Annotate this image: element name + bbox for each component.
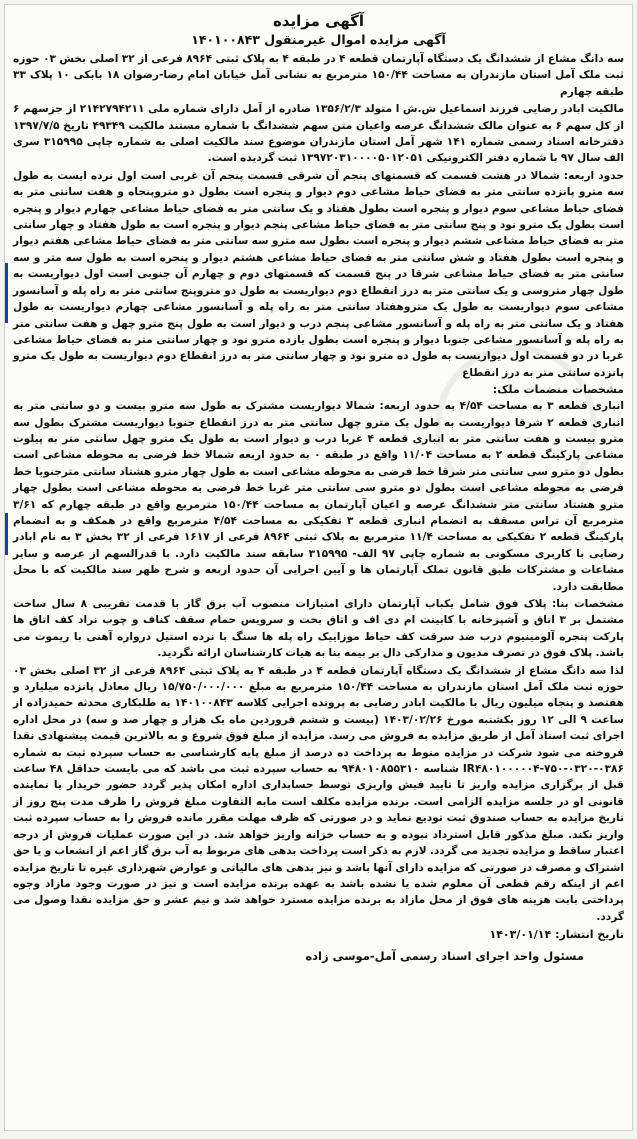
boundaries-paragraph: حدود اربعه: شمالا در هشت قسمت که قسمتهای پنجم آن شرقی قسمت پنجم آن غربی است اول نرده ایست به طول سه مترو پانزده سانتی متر به فضای حیاط مشاعی دوم دیوار و پنجره است بطول دو متروپنجاه و هفت سانتی متر به فضای حیاط مشاعی سوم دیوار و پنجره است بطول هفتاد و یک سانتی متر به فضای حیاط مشاعی چهارم دیوار و پنجره است بطول یک مترو نود و پنج سانتی متر به فضای حیاط مشاعی پنجم دیوار و پنجره است به طول هفتاد و چهار سانتی متر به فضای حیاط مشاعی ششم دیوار و پنجره است بطول سه مترو سه سانتی متر به فضای حیاط مشاعی هفتم دیوار و پنجره است بطول هفتاد و شش سانتی متر به فضای حیاط مشاعی هشتم دیوار و پنجره است به طول سه متر و سه سانتی متر به فضای حیاط مشاعی شرقا در پنج قسمت که قسمتهای دوم و چهارم آن جنوبی است اول دیواریست به طول چهار متروسی و یک سانتی متر به درز انقطاع دوم دیواریست به طول دو متروپنج سانتی متر به راه پله و آسانسور مشاعی سوم دیواریست به طول یک متروهفتاد سانتی متر به راه پله و آسانسور مشاعی چهارم دیواریست به طول هفتاد و یک سانتی متر به راه پله و آسانسور مشاعی پنجم درب و دیوار است به طول پنج مترو چهل و هفت سانتی متر به راه پله و آسانسور مشاعی جنوبا دیوار و پنجره است بطول یازده مترو نود و چهار سانتی متر به فضای حیاط مشاعی غربا در دو قسمت اول دیواریست به طول ده مترو نود و چهار سانتی متر به درز انقطاع دوم دیواریست به طول یک مترو پانزده سانتی متر به درز انقطاع xyxy=(13,169,624,379)
auction-terms-paragraph: لذا سه دانگ مشاع از ششدانگ یک دستگاه آپارتمان قطعه ۴ در طبقه ۴ به پلاک ثبتی ۸۹۶۴ فرعی از ۳۲ اصلی بخش ۰۳ حوزه ثبت ملک آمل استان مازندران به مساحت ۱۵۰/۴۴ مترمربع به مبلغ ۱۵/۷۵۰/۰۰۰/۰۰۰ ریال معادل پانزده میلیارد و هفتصد و پنجاه میلیون ریال با مالکیت ابادر رضایی به پرونده اجرایی کلاسه ۱۴۰۱۰۰۸۴۳ به طلبکاری محدثه حمیدزاده از ساعت ۹ الی ۱۲ روز یکشنبه مورخ ۱۴۰۳/۰۲/۲۶ (بیست و ششم فروردین ماه یک هزار و چهار صد و سه) در محل اداره اجرای ثبت اسناد آمل از طریق مزایده به فروش می رسد. مزایده از مبلغ فوق شروع و به بالاترین قیمت پیشنهادی نقدا فروخته می شود شرکت در مزایده منوط به پرداخت ده درصد از مبلغ پایه کارشناسی به حساب سپرده ثبت به شماره ۰۳۸۶-۰۳۲۰-۷۵۰-IR۴۸۰۱۰۰۰۰۰۴ شناسه ۹۴۸۰۱۰۸۵۵۳۱۰ به حساب سپرده ثبت می باشد که می بایست حداقل ۴۸ ساعت قبل از برگزاری مزایده واریز تا تایید فیش واریزی توسط حسابداری اداره امکان پذیر گردد حضور خریدار یا نماینده قانونی او در جلسه مزایده الزامی است. برنده مزایده مکلف است مابه التفاوت مبلغ فروش را ظرف مدت پنج روز از تاریخ مزایده به حساب صندوق ثبت تودیع نماید و در صورتی که ظرف مهلت مقرر مانده فروش را به حساب سپرده ثبت واریز نکند. مبلغ مذکور قابل استرداد نبوده و به حساب خزانه واریز خواهد شد. در این صورت عملیات فروش از درجه اعتبار ساقط و مزایده تجدید می گردد. لازم به ذکر است پرداخت بدهی های مربوط به آب برق گاز اعم از انشعاب و یا حق اشتراک و مصرف در صورتی که مزایده دارای آنها باشد و نیز بدهی های مالیاتی و عوارض شهرداری غیره تا تاریخ مزایده اعم از اینکه رقم قطعی آن معلوم شده یا نشده باشد به عهده برنده مزایده است و نیز در صورت وجود مازاد وجوه پرداختی بابت هزینه های فوق از محل مازاد به برنده مزایده مسترد خواهد شد و نیم عشر و حق مزایده نقدا وصول می گردد. xyxy=(13,664,625,923)
publish-date: تاریخ انتشار: ۱۴۰۳/۰۱/۱۴ xyxy=(489,928,624,942)
auction-notice xyxy=(4,4,633,1131)
margin-mark xyxy=(5,263,8,323)
annex-paragraph: انباری قطعه ۳ به مساحت ۴/۵۴ به حدود اربعه: شمالا دیواریست مشترک به طول سه مترو بیست و دو سانتی متر به انباری قطعه ۲ شرقا دیواریست به طول یک مترو چهل سانتی متر به درز انقطاع جنوبا دیواریست مشترک بطول سه مترو بیست و هفت سانتی متر به انباری قطعه ۴ غربا درب و دیوار است به طول یک مترو چهل سانتی متر به پیلوت مشاعی پارکینگ قطعه ۲ به مساحت ۱۱/۰۴ واقع در طبقه ۰ به حدود اربعه شمالا خط فرضی به محوطه مشاعی است بطول دو مترو سی سانتی متر شرقا خط فرضی به محوطه مشاعی است به طول چهار مترو هشتاد سانتی مترجنوبا خط فرضی به محوطه مشاعی است بطول دو مترو سی سانتی متر غربا خط فرضی به محوطه مشاعی است بطول چهار مترو هشتاد سانتی متر ششدانگ عرصه و اعیان آپارتمان به مساحت ۱۵۰/۴۴ مترمربع واقع در طبقه چهارم که ۳/۶۱ مترمربع آن تراس مسقف به انضمام انباری قطعه ۳ تفکیکی به مساحت ۴/۵۴ مترمربع واقع در همکف و به انضمام پارکینگ قطعه ۲ تفکیکی به مساحت ۱۱/۴ مترمربع به پلاک ثبتی ۸۹۶۴ فرعی از ۱۶۱۷ فرعی از ۳۲ بخش ۳ به نام ابادر رضایی با کاربری مسکونی به شماره چاپی ۹۷ الف- ۳۱۵۹۹۵ سابقه سند مالکیت دارد. با قدرالسهم از عرصه و سایر مشاعات و مشترکات طبق قانون تملک آپارتمان ها و آیین اجرایی آن حدود اربعه و شرح ظهر سند مالکیت که با محل مطابقت دارد. xyxy=(13,400,625,593)
annex-heading: مشخصات منضمات ملک: xyxy=(492,383,624,397)
signature-line: مسئول واحد اجرای اسناد رسمی آمل-موسی زاده xyxy=(305,949,584,964)
notice-title: آگهی مزایده xyxy=(272,12,365,30)
ownership-paragraph: مالکیت ابادر رضایی فرزند اسماعیل ش.ش ا متولد ۱۳۵۶/۲/۳ صادره از آمل دارای شماره ملی ۲۱۴۲۷۹۴۲۱۱ از جزسهم ۶ از کل سهم ۶ به عنوان مالک ششدانگ عرصه واعیان متن سهم ششدانگ با شماره مستند مالکیت ۴۹۳۴۹ تاریخ ۱۳۹۷/۷/۵ دفترخانه اسناد رسمی شماره ۱۴۱ شهر آمل استان مازندران موضوع سند مالکیت اصلی به شماره چاپی ۳۱۵۹۹۵ سری الف سال ۹۷ با شماره دفتر الکترونیکی ۱۳۹۷۲۰۳۱۰۰۰۰۵۰۱۲۰۵۱ ثبت گردیده است. xyxy=(13,103,625,165)
building-specs-paragraph: مشخصات بنا: پلاک فوق شامل یکباب آپارتمان دارای امتیازات منصوب آب برق گاز با قدمت تقریبی ۸ سال ساخت مشتمل بر ۳ اتاق و آشپزخانه با کابینت ام دی اف و اتاق بخت و سرویس حمام سقف کناف و چوب نراد کف اتاق ها پارکت پنجره آلومینیوم درب ضد سرقت کف حیاط موزاییک راه پله ها سنگ با نرده استیل درواره آهنی با ریموت می باشد. پلاک فوق در تصرف مدیون و مدارکی دال بر بیمه بنا به هیات کارشناسان ارائه نگردید. xyxy=(13,598,624,660)
margin-mark xyxy=(5,513,8,555)
property-intro: سه دانگ مشاع از ششدانگ یک دستگاه آپارتمان قطعه ۴ در طبقه ۴ به پلاک ثبتی ۸۹۶۴ فرعی از ۳۲ اصلی بخش ۰۳ حوزه ثبت ملک آمل استان مازندران به مساحت ۱۵۰/۴۴ مترمربع به نشانی آمل خیابان امام رضا-رضوان ۱۸ بابکی ۱۰ پلاک ۳۳ طبقه چهارم xyxy=(13,53,624,98)
notice-subtitle: آگهی مزایده اموال غیرمنقول ۱۴۰۱۰۰۸۴۳ xyxy=(191,32,446,47)
